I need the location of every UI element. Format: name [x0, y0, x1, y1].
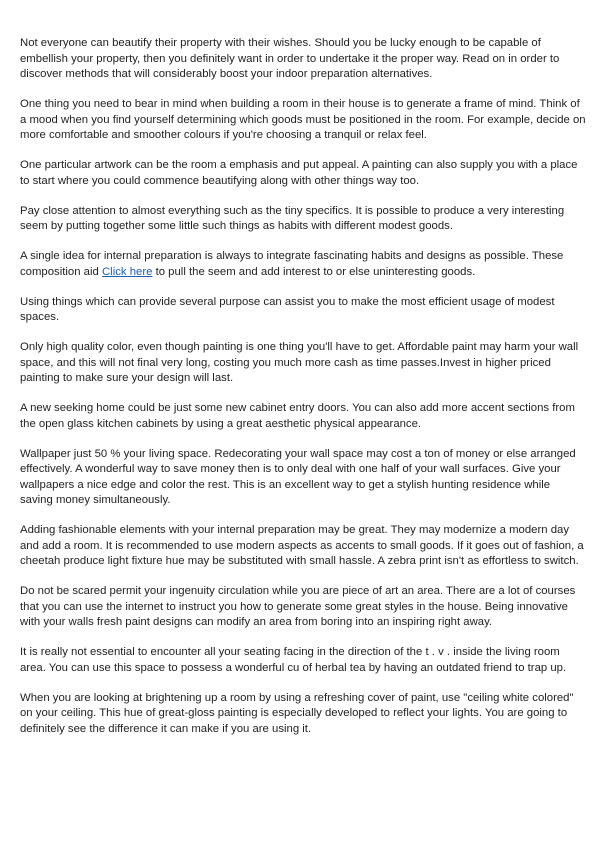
paragraph-3: One particular artwork can be the room a emphasis and put appeal. A painting can also supply you with a place to start where you could commence beautifying along with other things way too.	[20, 159, 578, 187]
paragraph-11: Do not be scared permit your ingenuity circulation while you are piece of art an area. There are a lot of courses that you can use the internet to instruct you how to generate some great styles in the house. Being innovative with your walls fresh paint designs can modify an area from boring into an inspiring right away.	[20, 585, 576, 628]
paragraph-7: Only high quality color, even though painting is one thing you'll have to get. Affordable paint may harm your wall space, and this will not final very long, costing you much more cash as time passes.Invest in higher priced painting to make sure your design will last.	[20, 341, 579, 384]
paragraph-8: A new seeking home could be just some new cabinet entry doors. You can also add more accent sections from the open glass kitchen cabinets by using a great aesthetic physical appearance.	[20, 402, 575, 430]
paragraph-5	[20, 249, 586, 280]
paragraph-5-before-link: A single idea for internal preparation is always to integrate fascinating habits and designs as possible. These composition aid	[20, 250, 564, 278]
paragraph-12: It is really not essential to encounter all your seating facing in the direction of the t . v . inside the living room area. You can use this space to possess a wonderful cu of herbal tea by having an outdated friend to trap up.	[20, 646, 567, 674]
click-here-link[interactable]: Click here	[101, 265, 153, 278]
paragraph-10: Adding fashionable elements with your internal preparation may be great. They may modernize a modern day and add a room. It is recommended to use modern aspects as accents to small goods. If it goes out of fashion, a cheetah produce light fixture hue may be substituted with small hassle. A zebra print isn't as effortless to switch.	[20, 524, 584, 567]
paragraph-1: Not everyone can beautify their property with their wishes. Should you be lucky enough to be capable of embellish your property, then you definitely want in order to undertake it the proper way. Read on in order to discover methods that will considerably boost your indoor preparation alternatives.	[20, 37, 560, 80]
paragraph-4: Pay close attention to almost everything such as the tiny specifics. It is possible to produce a very interesting seem by putting together some little such things as habits with different modest goods.	[20, 204, 565, 232]
paragraph-2: One thing you need to bear in mind when building a room in their house is to generate a frame of mind. Think of a mood when you find yourself determining which goods must be positioned in the room. For example, decide on more comfortable and smoother colours if you're choosing a tranquil or relax feel.	[20, 98, 586, 141]
article-body	[20, 36, 586, 752]
paragraph-9: Wallpaper just 50 % your living space. Redecorating your wall space may cost a ton of money or else arranged effectively. A wonderful way to save money then is to only deal with one half of your wall surfaces. Give your wallpapers a nice edge and color the rest. This is an excellent way to get a stylish hunting residence while saving money simultaneously.	[20, 447, 576, 506]
paragraph-5-after-link: to pull the seem and add interest to or else uninteresting goods.	[152, 265, 476, 278]
paragraph-13: When you are looking at brightening up a room by using a refreshing cover of paint, use "ceiling white colored" on your ceiling. This hue of great-gloss painting is especially developed to reflect your lights. You are going to definitely see the difference it can make if you are using it.	[20, 691, 574, 735]
paragraph-6: Using things which can provide several purpose can assist you to make the most efficient usage of modest spaces.	[20, 295, 555, 323]
